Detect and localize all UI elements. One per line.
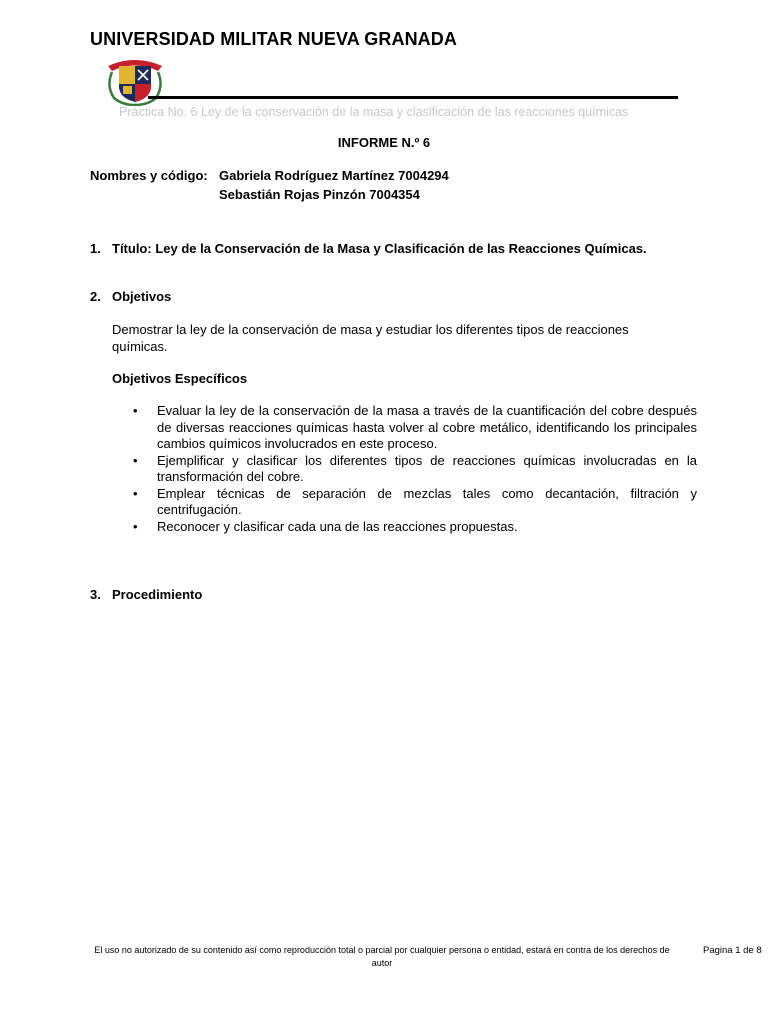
general-objective: Demostrar la ley de la conservación de masa y estudiar los diferentes tipos de reacciones químicas. [112,322,629,354]
university-name: UNIVERSIDAD MILITAR NUEVA GRANADA [90,29,457,49]
section-title-3: Procedimiento [112,587,203,602]
objective-item: • Evaluar la ley de la conservación de la masa a través de la cuantificación del cobre después de diversas reacciones químicas hasta volver al cobre metálico, identificando los principales cambios químicos involucrados en este proceso. [133,403,697,453]
objective-item: • Reconocer y clasificar cada una de las reacciones propuestas. [133,519,697,536]
section-number-3: 3. [90,587,101,602]
page-number: Pagina 1 de 8 [703,945,762,956]
objective-item: • Ejemplificar y clasificar los diferentes tipos de reacciones químicas involucradas en la transformación del cobre. [133,453,697,486]
objective-item: • Emplear técnicas de separación de mezclas tales como decantación, filtración y centrifugación. [133,486,697,519]
specific-objectives-heading: Objetivos Específicos [112,371,248,386]
practice-subtitle: Práctica No. 6 Ley de la conservación de la masa y clasificación de las reacciones químicas [119,105,629,119]
student-name-1: Gabriela Rodríguez Martínez 7004294 [219,168,449,183]
copyright-notice: El uso no autorizado de su contenido así como reproducción total o parcial por cualquier persona o entidad, estará en contra de los derechos de autor [94,945,670,968]
specific-objectives-list [133,403,697,535]
names-label: Nombres y código: [90,168,208,183]
section-title-1: Título: Ley de la Conservación de la Masa y Clasificación de las Reacciones Químicas. [112,241,647,256]
report-title: INFORME N.º 6 [337,135,431,150]
header-rule [148,96,678,99]
section-title-2: Objetivos [112,289,172,304]
section-number-2: 2. [90,289,101,304]
student-name-2: Sebastián Rojas Pinzón 7004354 [219,187,420,202]
section-number-1: 1. [90,241,101,256]
